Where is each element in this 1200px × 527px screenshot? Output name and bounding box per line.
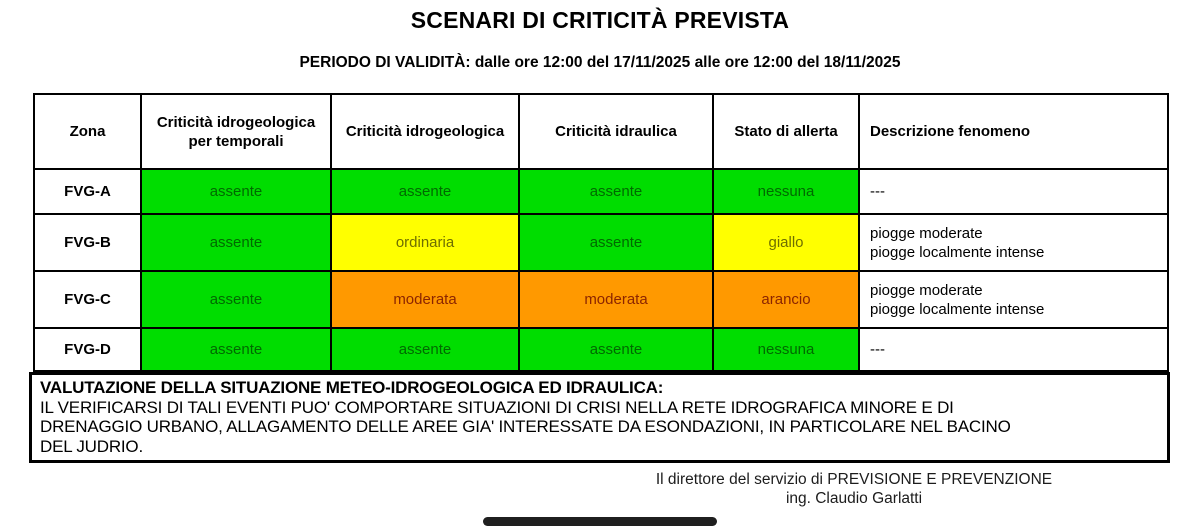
evaluation-line: DEL JUDRIO. — [40, 436, 143, 456]
validity-period: PERIODO DI VALIDITÀ: dalle ore 12:00 del 17/11/2025 alle ore 12:00 del 18/11/2025 — [299, 54, 901, 71]
description-line: --- — [870, 183, 885, 200]
description-cell — [859, 328, 1168, 371]
description-line: piogge moderate — [870, 281, 983, 299]
column-header-2: Criticità idrogeologica — [331, 94, 519, 169]
column-header-5: Descrizione fenomeno — [859, 94, 1168, 169]
page-title: SCENARI DI CRITICITÀ PREVISTA — [410, 7, 790, 33]
evaluation-box — [29, 372, 1170, 463]
status-cell-1: assente — [331, 169, 519, 214]
table-row — [34, 169, 1168, 214]
status-cell-3: arancio — [713, 271, 859, 328]
zone-label: FVG-B — [34, 214, 141, 271]
status-cell-2: assente — [519, 169, 713, 214]
signature-role: Il direttore del servizio di PREVISIONE E PREVENZIONE — [655, 471, 1053, 488]
status-cell-3: nessuna — [713, 328, 859, 371]
description-cell — [859, 214, 1168, 271]
status-cell-3: giallo — [713, 214, 859, 271]
zone-label: FVG-D — [34, 328, 141, 371]
status-cell-0: assente — [141, 271, 331, 328]
status-cell-0: assente — [141, 214, 331, 271]
signature-name: ing. Claudio Garlatti — [785, 490, 923, 507]
table-row — [34, 271, 1168, 328]
home-indicator-bar — [483, 517, 717, 526]
column-header-3: Criticità idraulica — [519, 94, 713, 169]
table-row — [34, 214, 1168, 271]
status-cell-2: assente — [519, 328, 713, 371]
description-cell — [859, 169, 1168, 214]
evaluation-line: IL VERIFICARSI DI TALI EVENTI PUO' COMPORTARE SITUAZIONI DI CRISI NELLA RETE IDROGRAFICA MINORE E DI — [40, 397, 954, 417]
column-header-1: Criticità idrogeologica per temporali — [141, 94, 331, 169]
alert-table-body — [34, 169, 1168, 371]
description-line: piogge localmente intense — [870, 243, 1045, 261]
table-row — [34, 328, 1168, 371]
evaluation-body — [40, 398, 1159, 457]
status-cell-2: moderata — [519, 271, 713, 328]
status-cell-0: assente — [141, 169, 331, 214]
alert-table — [33, 93, 1169, 372]
evaluation-line: DRENAGGIO URBANO, ALLAGAMENTO DELLE AREE GIA' INTERESSATE DA ESONDAZIONI, IN PARTICOLARE NEL BACINO — [40, 417, 1011, 436]
status-cell-0: assente — [141, 328, 331, 371]
description-line: piogge localmente intense — [870, 300, 1045, 318]
description-cell — [859, 271, 1168, 328]
description-line: piogge moderate — [870, 224, 983, 242]
status-cell-1: assente — [331, 328, 519, 371]
header-row — [34, 94, 1168, 169]
alert-table-header — [34, 94, 1168, 169]
status-cell-1: ordinaria — [331, 214, 519, 271]
description-line: --- — [870, 341, 885, 358]
status-cell-2: assente — [519, 214, 713, 271]
status-cell-1: moderata — [331, 271, 519, 328]
status-cell-3: nessuna — [713, 169, 859, 214]
signature-block — [636, 470, 1072, 508]
evaluation-heading: VALUTAZIONE DELLA SITUAZIONE METEO-IDROGEOLOGICA ED IDRAULICA: — [40, 378, 664, 397]
column-header-4: Stato di allerta — [713, 94, 859, 169]
zone-label: FVG-C — [34, 271, 141, 328]
column-header-0: Zona — [34, 94, 141, 169]
zone-label: FVG-A — [34, 169, 141, 214]
